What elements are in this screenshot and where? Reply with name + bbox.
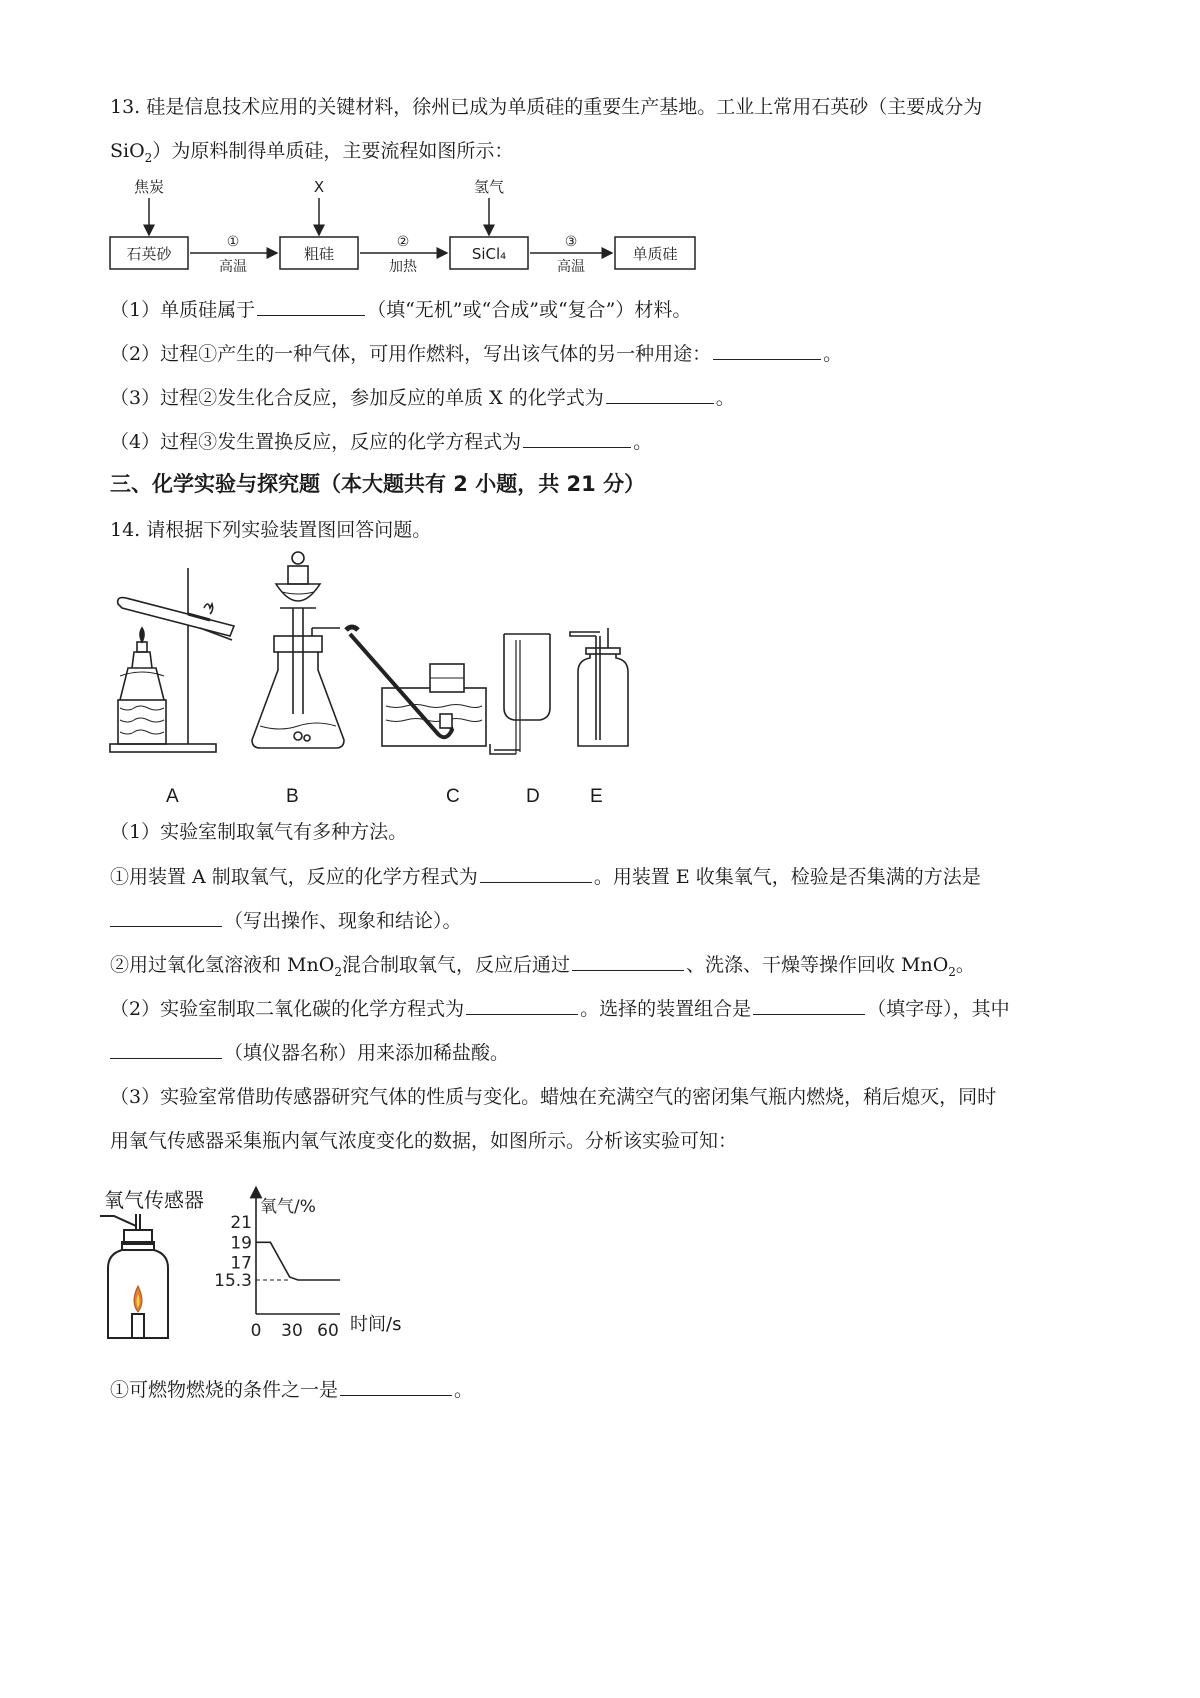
answer-blank[interactable]: [523, 429, 631, 448]
flow-condition: 加热: [389, 259, 417, 275]
apparatus-b: [252, 552, 344, 748]
q13-part1: （1）单质硅属于 （填“无机”或“合成”或“复合”）材料。: [110, 299, 692, 321]
q14-part3-line1: （3）实验室常借助传感器研究气体的性质与变化。蜡烛在充满空气的密闭集气瓶内燃烧，稍后熄灭，同时: [110, 1086, 997, 1108]
apparatus-e: [570, 628, 628, 746]
flow-step-number: ②: [396, 234, 410, 250]
chart-series-line: [256, 1242, 340, 1280]
answer-blank[interactable]: [110, 908, 222, 927]
q13-part2: （2）过程①产生的一种气体，可用作燃料，写出该气体的另一种用途： 。: [110, 343, 843, 365]
sensor-wire: [100, 1216, 136, 1226]
q13-part4: （4）过程③发生置换反应，反应的化学方程式为 。: [110, 431, 653, 453]
flow-box-label: 粗硅: [303, 245, 335, 263]
answer-blank[interactable]: [110, 1040, 222, 1059]
q14-part3a: ①可燃物燃烧的条件之一是 。: [110, 1379, 474, 1401]
flow-condition: 高温: [219, 259, 247, 275]
apparatus-label: E: [590, 786, 603, 807]
chart-y-tick-label: 15.3: [214, 1271, 252, 1291]
answer-blank[interactable]: [753, 996, 865, 1015]
flow-step-number: ①: [226, 234, 240, 250]
flow-box-label: 单质硅: [632, 245, 678, 263]
flow-input-label: 焦炭: [133, 178, 165, 196]
sensor-label: 氧气传感器: [104, 1188, 204, 1212]
flow-condition: 高温: [557, 259, 585, 275]
q14-part1: （1）实验室制取氧气有多种方法。: [110, 821, 408, 843]
chart-x-label: 时间/s: [350, 1314, 402, 1335]
answer-blank[interactable]: [606, 385, 714, 404]
q13-line1: 13. 硅是信息技术应用的关键材料，徐州已成为单质硅的重要生产基地。工业上常用石英砂（主要成分为: [110, 96, 983, 118]
answer-blank[interactable]: [480, 864, 592, 883]
chart-x-tick-label: 0: [250, 1321, 262, 1341]
q13-part3: （3）过程②发生化合反应，参加反应的单质 X 的化学式为 。: [110, 387, 735, 409]
q14-part3-line2: 用氧气传感器采集瓶内氧气浓度变化的数据，如图所示。分析该实验可知：: [110, 1130, 738, 1152]
chart-y-label: 氧气/%: [260, 1197, 316, 1217]
answer-blank[interactable]: [713, 341, 821, 360]
chart-y-tick-label: 17: [230, 1253, 252, 1274]
flow-box-label: 石英砂: [126, 245, 172, 263]
answer-blank[interactable]: [257, 297, 365, 316]
apparatus-c: [346, 627, 486, 746]
q14-part2-line1: （2）实验室制取二氧化碳的化学方程式为 。选择的装置组合是 （填字母），其中: [110, 998, 1010, 1020]
apparatus-label: C: [446, 786, 460, 807]
chart-y-tick-label: 21: [230, 1213, 252, 1233]
apparatus-label: A: [166, 786, 179, 807]
apparatus-d: [490, 634, 550, 754]
chart-x-tick-label: 30: [281, 1321, 303, 1341]
apparatus-figure: [100, 548, 660, 758]
apparatus-label: B: [286, 786, 299, 807]
flow-step-number: ③: [564, 234, 578, 250]
q14-intro: 14. 请根据下列实验装置图回答问题。: [110, 519, 432, 541]
answer-blank[interactable]: [466, 996, 578, 1015]
flow-input-label: X: [313, 178, 325, 196]
flow-box-label: SiCl₄: [471, 245, 507, 263]
q14-part1a-line1: ①用装置 A 制取氧气，反应的化学方程式为 。用装置 E 收集氧气，检验是否集满的方法是: [110, 866, 981, 888]
answer-blank[interactable]: [340, 1377, 452, 1396]
q14-part1b: ②用过氧化氢溶液和 MnO$_2$混合制取氧气，反应后通过 、洗涤、干燥等操作回收 MnO$_2$。: [110, 954, 975, 979]
chart-y-tick-label: 19: [230, 1233, 252, 1254]
apparatus-label: D: [526, 786, 540, 807]
silicon-flow-diagram: [100, 172, 710, 282]
q14-part2-line2: （填仪器名称）用来添加稀盐酸。: [110, 1040, 509, 1066]
apparatus-a: [110, 568, 234, 752]
section-heading: 三、化学实验与探究题（本大题共有 2 小题，共 21 分）: [110, 472, 646, 496]
candle: [132, 1314, 144, 1338]
answer-blank[interactable]: [572, 952, 684, 971]
q13-line2: SiO$_2$）为原料制得单质硅，主要流程如图所示：: [110, 140, 514, 165]
q14-part1a-line2: （写出操作、现象和结论）。: [110, 908, 462, 934]
chart-x-tick-label: 60: [317, 1321, 339, 1341]
candle-bottle-figure: [100, 1210, 210, 1350]
flow-input-label: 氢气: [473, 178, 505, 196]
